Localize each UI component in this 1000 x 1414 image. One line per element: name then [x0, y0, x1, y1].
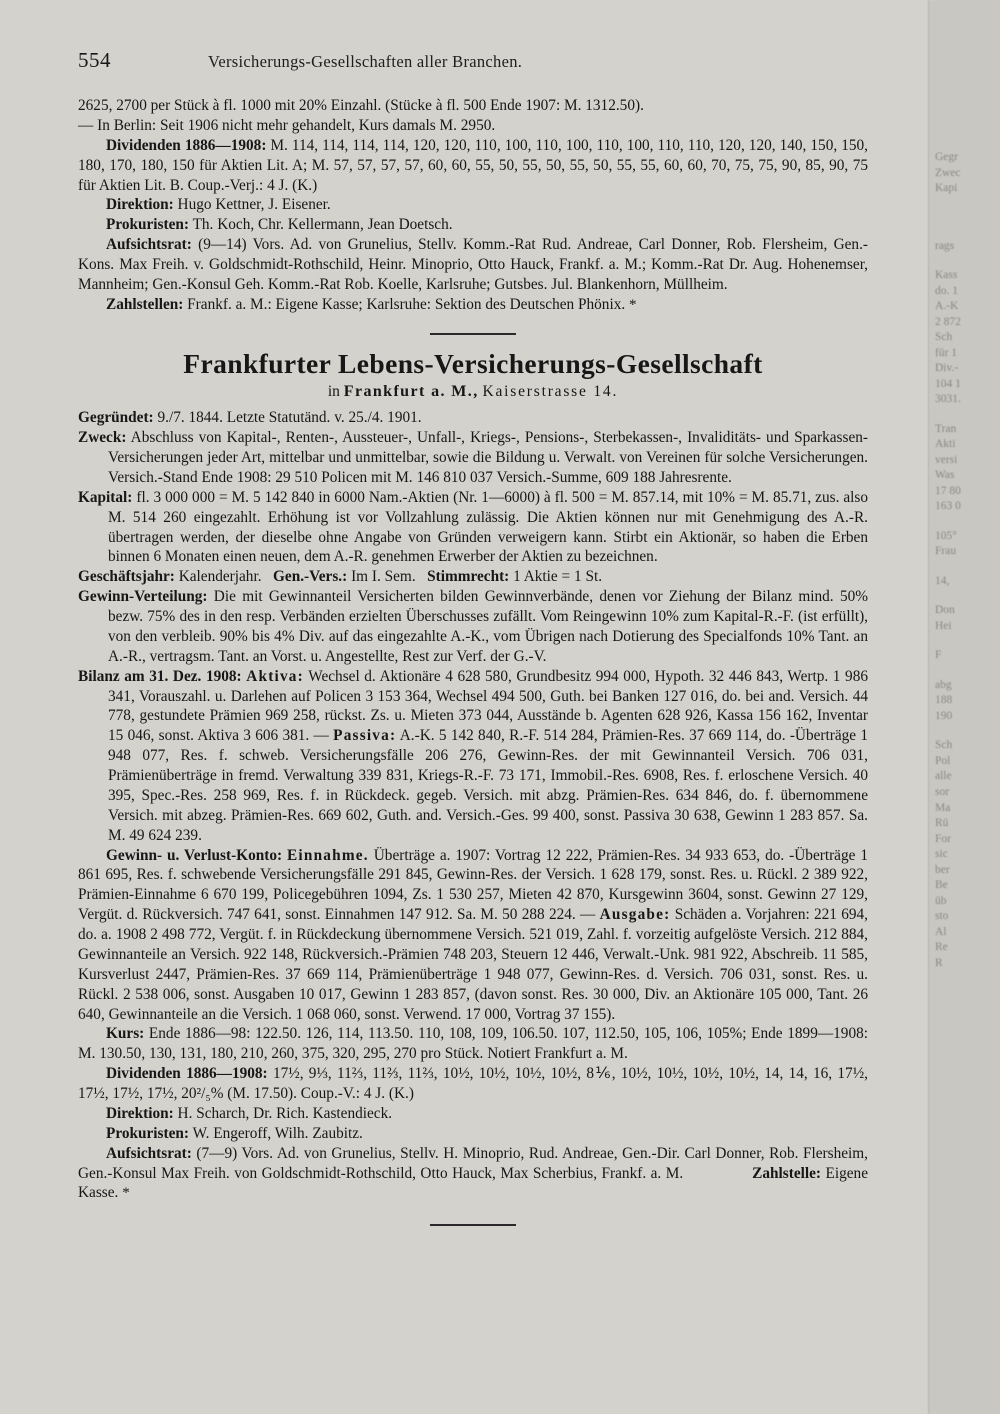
direktion-label: Direktion:: [106, 1104, 174, 1122]
prev-entry-star: *: [629, 296, 637, 313]
facing-fragment: üb: [935, 894, 947, 907]
facing-fragment: sic: [935, 848, 948, 861]
prev-aufsichtsrat-text: (9—14) Vors. Ad. von Grunelius, Stellv. Komm.-Rat Rud. Andreae, Carl Donner, Rob. Flersheim, Gen.-Kons. Max Freih. v. Goldschmidt-Rothschild, Heinr. Minoprio, Otto Hauck, Frankf. a. M.; Komm.-Rat Dr. Aug. Hohenemser, Mannheim; Gen.-Konsul Geh. Komm.-Rat Rob. Koelle, Karlsruhe; Gutsbes. Jul. Blankenhorn, Müllheim.: [78, 236, 869, 293]
aufsichtsrat-paragraph: [78, 1144, 868, 1204]
facing-gap: [935, 634, 996, 648]
bilanz-aktiva-text: Wechsel d. Aktionäre 4 628 580, Grundbesitz 994 000, Hypoth. 32 446 843, Wertp. 1 986 341, Vorauszahl. u. Darlehen auf Policen 3 153 364, Wechsel 494 500, Guth. bei Banken 127 016, do. bei and. Versich. 44 778, gestundete Prämien 969 258, rückst. Zs. u. Mieten 373 044, Ausstände b. Agenten 628 926, Kassa 156 162, Inventar 15 046, sonst. Aktiva 3 606 381. —: [108, 667, 868, 745]
dividenden-text: 17½, 9⅓, 11⅔, 11⅔, 11⅔, 10½, 10½, 10½, 10½, 8⅙, 10½, 10½, 10½, 10½, 14, 14, 16, 17½, 17½, 17½, 17½, 20²/₅% (M. 17.50). Coup.-V.: 4 J. (K.): [78, 1065, 868, 1103]
aufsichtsrat-text: (7—9) Vors. Ad. von Grunelius, Stellv. H. Minoprio, Rud. Andreae, Gen.-Dir. Carl Donner, Rob. Flersheim, Gen.-Konsul Max Freih. von Goldschmidt-Rothschild, Otto Hauck, Max Scherbius, Frankf. a. M.: [78, 1144, 868, 1182]
prev-aufsichtsrat-label: Aufsichtsrat:: [106, 236, 192, 254]
facing-gap: [935, 254, 996, 268]
prev-zahlstellen-label: Zahlstellen:: [106, 295, 184, 313]
page-content: [78, 0, 868, 1226]
facing-gap: [935, 560, 996, 574]
facing-fragment: 163 0: [935, 500, 961, 513]
facing-fragment: Don: [935, 604, 955, 617]
kurs-label: Kurs:: [106, 1025, 145, 1043]
zahlstelle-label: Zahlstelle:: [752, 1164, 822, 1182]
direktion-paragraph: [78, 1104, 868, 1124]
page-number: 554: [78, 48, 111, 72]
facing-fragment: 14,: [935, 574, 950, 587]
facing-fragment: Sch: [935, 331, 953, 344]
gvkonto-ausgabe-label: Ausgabe:: [599, 906, 671, 924]
facing-fragment: rags: [935, 239, 955, 252]
facing-fragment: Re: [935, 941, 948, 954]
zweck-text: Abschluss von Kapital-, Renten-, Aussteuer-, Unfall-, Kriegs-, Pensions-, Sterbekassen-, Invaliditäts- und Sparkassen-Versicherungen jeder Art, mittelbar und unmittelbar, sowie die Bildung u. Verwalt. von Vereinen für solche Versicherungen. Versich.-Stand Ende 1908: 29 510 Policen mit M. 146 810 037 Versich.-Summe, 609 188 Jahresrente.: [108, 429, 868, 486]
geschaeftsjahr-text: Kalenderjahr.: [178, 568, 262, 586]
prev-dividenden-text: M. 114, 114, 114, 114, 120, 120, 110, 100, 110, 100, 110, 100, 110, 110, 120, 120, 140, 150, 150, 180, 170, 180, 150 für Aktien Lit. A; M. 57, 57, 57, 57, 60, 60, 55, 50, 55, 50, 55, 50, 55, 55, 60, 60, 70, 75, 75, 90, 85, 90, 75 für Aktien Lit. B. Coup.-Verj.: 4 J. (K.): [78, 136, 868, 194]
facing-fragment: R: [935, 956, 943, 969]
entry-star: *: [122, 1185, 130, 1202]
zahlstelle-text: Eigene Kasse.: [78, 1164, 868, 1202]
facing-fragment: für 1: [935, 346, 958, 359]
running-title: Versicherungs-Gesellschaften aller Branchen.: [208, 52, 523, 71]
facing-fragment: Sch: [935, 739, 953, 752]
facing-fragment: Zwec: [935, 166, 961, 179]
prev-direktion-paragraph: [78, 195, 868, 215]
genvers-label: Gen.-Vers.:: [273, 568, 348, 586]
aufsichtsrat-label: Aufsichtsrat:: [106, 1144, 192, 1162]
facing-gap: [935, 589, 996, 603]
facing-fragment: Al: [935, 925, 947, 938]
gegruendet-paragraph: [78, 408, 868, 428]
kapital-text: fl. 3 000 000 = M. 5 142 840 in 6000 Nam.-Aktien (Nr. 1—6000) à fl. 500 = M. 857.14, mit 10% = M. 85.71, zus. also M. 514 260 eingezahlt. Erhöhung ist vor Vollzahlung zulässig. Die Aktien können nur mit Genehmigung des A.-R. übertragen werden, der dieselbe ohne Angabe von Gründen verweigern kann. Stirbt ein Aktionär, so haben die Erben binnen 6 Monaten einen neuen, dem A.-R. genehmen Erwerber der Aktien zu bezeichnen.: [108, 488, 869, 566]
facing-fragment: sor: [935, 785, 950, 798]
facing-fragment: 105°: [935, 529, 957, 542]
facing-fragment: Kass: [935, 269, 958, 282]
facing-fragment: Rü: [935, 817, 949, 830]
stimmrecht-text: 1 Aktie = 1 St.: [513, 568, 603, 586]
facing-fragment: do. 1: [935, 284, 958, 297]
bilanz-paragraph: [78, 667, 868, 846]
gewinn-verlust-konto-paragraph: [78, 846, 868, 1025]
gewinnverteilung-paragraph: [78, 587, 868, 667]
facing-gap: [935, 197, 996, 211]
gewinnverteilung-text: Die mit Gewinnanteil Versicherten bilden Gewinnverbände, denen vor Ziehung der Bilanz mind. 50% bezw. 75% des in den resp. Verbänden erzielten Überschusses zufällt. Vom Reingewinn 10% zum Kapital-R.-F. (ist erfüllt), von den verbleib. 90% bis 4% Div. auf das eingezahlte A.-K., vom Übrigen nach Dotierung des Specialfonds 10% Tant. an A.-R., vertragsm. Tant. an Vorst. u. Angestellte, Rest zur Verf. der G.-V.: [108, 588, 868, 665]
gewinnverteilung-label: Gewinn-Verteilung:: [78, 588, 208, 606]
facing-fragment: 188: [935, 694, 953, 707]
gegruendet-text: 9./7. 1844. Letzte Statutänd. v. 25./4. 1901.: [157, 409, 422, 427]
facing-fragment: A.-K: [935, 300, 959, 313]
facing-fragment: 17 80: [935, 484, 961, 497]
stimmrecht-label: Stimmrecht:: [427, 568, 510, 586]
facing-fragment: alle: [935, 770, 952, 783]
footer-divider-rule: [430, 1224, 516, 1226]
bilanz-passiva-text: A.-K. 5 142 840, R.-F. 514 284, Prämien-Res. 37 669 114, do. -Überträge 1 948 077, Res. f. schweb. Versicherungsfälle 206 276, Gewinn-Res. der mit Gewinnanteil Versich. 706 031, Prämienüberträge in fremd. Verwaltung 339 831, Kriegs-R.-F. 73 171, Immobil.-Res. 6908, Res. f. erloschene Versich. 40 395, Spec.-Res. 258 969, Res. f. in Rückdeck. gegeb. Versich. mit abzg. Prämien-Res. 634 846, do. f. übernommene Versich. mit abzeg. Prämien-Res. 669 602, Guth. and. Versich.-Ges. 99 400, sonst. Passiva 30 638, Gewinn 1 283 857. Sa. M. 49 624 239.: [108, 727, 869, 844]
geschaeftsjahr-paragraph: [78, 567, 868, 587]
gvkonto-einnahme-label: Einnahme.: [287, 846, 369, 864]
prev-prokuristen-label: Prokuristen:: [106, 216, 189, 234]
facing-fragment: sto: [935, 910, 949, 923]
facing-gap: [935, 724, 996, 738]
kurs-text: Ende 1886—98: 122.50. 126, 114, 113.50. 110, 108, 109, 106.50. 107, 112.50, 105, 106, 105%; Ende 1899—1908: M. 130.50, 130, 131, 180, 210, 260, 375, 320, 295, 270 pro Stück. Notiert Frankfurt a. M.: [78, 1025, 868, 1063]
direktion-text: H. Scharch, Dr. Rich. Kastendieck.: [177, 1104, 393, 1122]
facing-fragment: 190: [935, 709, 953, 722]
gvkonto-label: Gewinn- u. Verlust-Konto:: [106, 846, 283, 864]
facing-fragment: Akti: [935, 438, 956, 451]
prev-entry-line-2: — In Berlin: Seit 1906 nicht mehr gehandelt, Kurs damals M. 2950.: [78, 116, 496, 134]
prokuristen-text: W. Engeroff, Wilh. Zaubitz.: [192, 1124, 363, 1142]
facing-fragment: Frau: [935, 545, 957, 558]
facing-gap: [935, 211, 996, 225]
facing-fragment: Be: [935, 879, 948, 892]
prokuristen-paragraph: [78, 1124, 868, 1144]
zweck-label: Zweck:: [78, 429, 127, 447]
prev-zahlstellen-text: Frankf. a. M.: Eigene Kasse; Karlsruhe: Sektion des Deutschen Phönix.: [187, 295, 626, 313]
geschaeftsjahr-label: Geschäftsjahr:: [78, 568, 175, 586]
prokuristen-label: Prokuristen:: [106, 1124, 189, 1142]
dividenden-label: Dividenden 1886—1908:: [106, 1065, 268, 1083]
facing-gap: [935, 664, 996, 678]
facing-fragment: Div.-: [935, 362, 959, 375]
running-head: [78, 48, 868, 88]
facing-fragment: Ma: [935, 801, 951, 814]
prev-direktion-label: Direktion:: [106, 196, 174, 214]
facing-fragment: versi: [935, 453, 958, 466]
kurs-paragraph: [78, 1024, 868, 1064]
facing-fragment: ber: [935, 863, 950, 876]
gegruendet-label: Gegründet:: [78, 409, 154, 427]
prev-prokuristen-paragraph: [78, 215, 868, 235]
facing-fragment: Tran: [935, 422, 957, 435]
facing-fragment: Pol: [935, 754, 951, 767]
gvkonto-einnahme-text: Überträge a. 1907: Vortrag 12 222, Prämien-Res. 34 933 653, do. -Überträge 1 861 695, Res. f. schwebende Versicherungsfälle 291 845, Gewinn-Res. der Versich. 1 628 179, sonst. Res. u. Rückl. 2 389 922, Prämien-Einnahme 6 670 199, Policegebühren 1094, Zs. 1 530 257, Mieten 42 870, Kursgewinn 3604, sonst. Gewinn 27 129, Vergüt. d. Rückversich. 747 641, sonst. Einnahmen 147 912. Sa. M. 50 288 224. —: [78, 846, 868, 924]
facing-fragment: Was: [935, 469, 955, 482]
company-title: Frankfurter Lebens-Versicherungs-Gesellschaft: [183, 348, 763, 380]
facing-fragment: 3031.: [935, 393, 961, 406]
facing-fragment: Gegr: [935, 151, 958, 163]
facing-fragment: For: [935, 832, 951, 845]
address-street: Kaiserstrasse 14.: [482, 382, 619, 400]
facing-fragment: Hei: [935, 619, 952, 632]
gvkonto-ausgabe-text: Schäden a. Vorjahren: 221 694, do. a. 1908 2 498 772, Vergüt. f. in Rückdeckung übernommene Versich. 521 019, Zahl. f. vorzeitig aufgelöste Versich. 212 884, Gewinnanteile an Versich. 922 148, Rückversich.-Prämien 748 203, Steuern 12 446, Verwalt.-Unk. 981 922, Abschreib. 11 585, Kursverlust 2447, Prämien-Res. 37 669 114, Prämienüberträge 1 948 077, Gewinn-Res. d. Versich. 706 031, sonst. Res. u. Rückl. 2 538 006, sonst. Ausgaben 10 017, Gewinn 1 283 857, (davon sonst. Res. 30 000, Div. an Aktionäre 105 000, Tant. 26 640, Gewinnanteile an die Versich. 1 068 060, sonst. Verwend. 17 000, Vortrag 37 155).: [78, 906, 869, 1023]
facing-fragment: 2 872: [935, 315, 961, 328]
address-city: Frankfurt a. M.,: [343, 382, 479, 400]
prev-direktion-text: Hugo Kettner, J. Eisener.: [177, 196, 331, 214]
genvers-text: Im I. Sem.: [351, 568, 416, 586]
bilanz-passiva-label: Passiva:: [333, 727, 397, 745]
facing-fragment: abg: [935, 678, 952, 691]
facing-page-bleed: [928, 0, 1000, 1414]
prev-dividenden-label: Dividenden 1886—1908:: [106, 136, 267, 154]
bilanz-aktiva-label: Aktiva:: [246, 667, 304, 685]
facing-gap: [935, 225, 996, 239]
facing-fragment: F: [935, 649, 942, 662]
bilanz-label: Bilanz am 31. Dez. 1908:: [78, 667, 242, 685]
prev-entry-line-1: 2625, 2700 per Stück à fl. 1000 mit 20% Einzahl. (Stücke à fl. 500 Ende 1907: M. 1312.50).: [78, 97, 644, 114]
prev-zahlstellen-paragraph: [78, 295, 868, 316]
address-prefix: in: [327, 382, 340, 400]
company-address: [78, 382, 868, 403]
dividenden-paragraph: [78, 1064, 868, 1104]
facing-gap: [935, 515, 996, 529]
kapital-paragraph: [78, 488, 868, 568]
body-text: [78, 96, 868, 1226]
kapital-label: Kapital:: [78, 488, 133, 506]
facing-fragment: 104 1: [935, 377, 961, 390]
prev-dividenden-paragraph: [78, 136, 868, 196]
facing-gap: [935, 408, 996, 422]
prev-aufsichtsrat-paragraph: [78, 235, 868, 295]
facing-fragment: Kapi: [935, 182, 958, 195]
section-divider-rule: [430, 333, 516, 335]
zweck-paragraph: [78, 428, 868, 488]
prev-prokuristen-text: Th. Koch, Chr. Kellermann, Jean Doetsch.: [192, 216, 453, 234]
